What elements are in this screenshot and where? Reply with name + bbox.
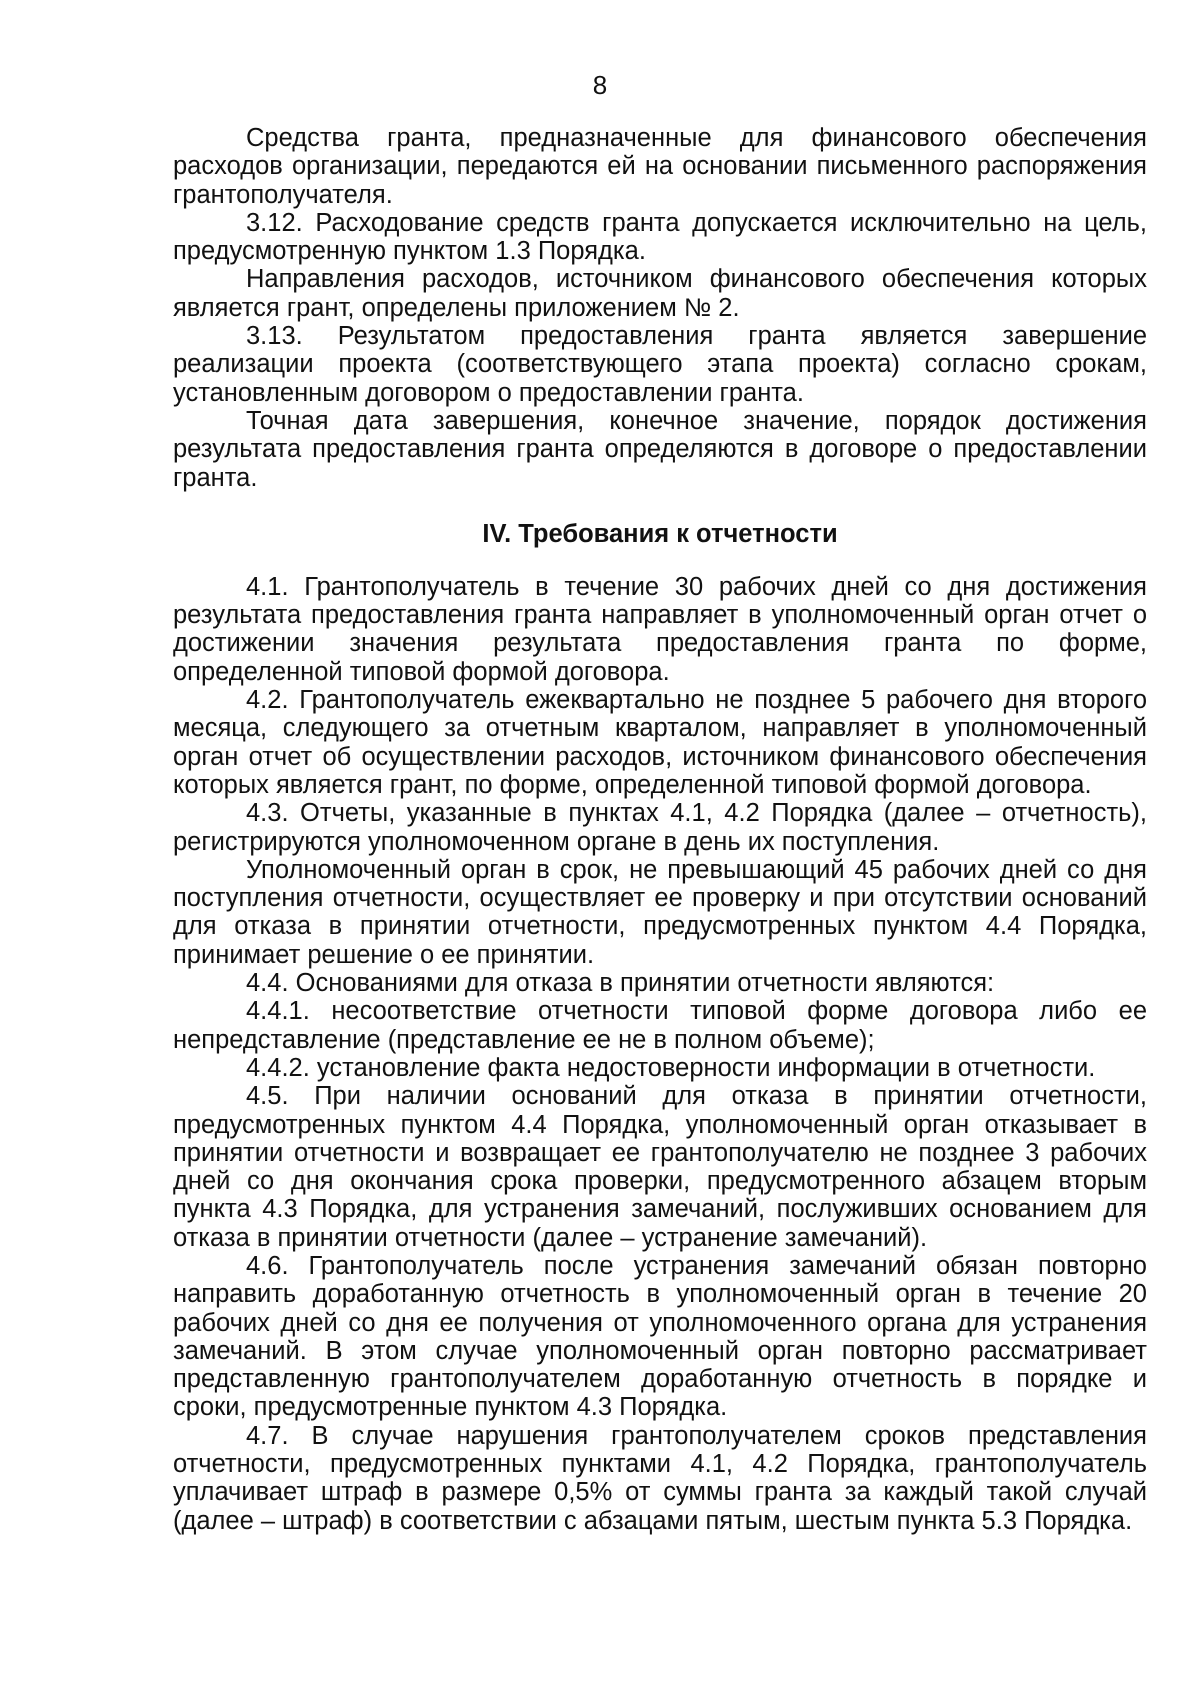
- page-number: 8: [592, 70, 608, 100]
- paragraph-4-7: 4.7. В случае нарушения грантополучателем сроков представления отчетности, предусмотренных пунктами 4.1, 4.2 Порядка, грантополучатель уплачивает штраф в размере 0,5% от суммы гранта за каждый такой случай (далее – штраф) в соответствии с абзацами пятым, шестым пункта 5.3 Порядка.: [173, 1421, 1147, 1535]
- paragraph-4-1: 4.1. Грантополучатель в течение 30 рабочих дней со дня достижения результата предоставления гранта направляет в уполномоченный орган отчет о достижении значения результата предоставления гранта по форме, определенной типовой формой договора.: [173, 572, 1147, 686]
- paragraph-4-3: 4.3. Отчеты, указанные в пунктах 4.1, 4.2 Порядка (далее – отчетность), регистрируются уполномоченном органе в день их поступления.: [173, 799, 1147, 856]
- paragraph-review-period: Уполномоченный орган в срок, не превышающий 45 рабочих дней со дня поступления отчетности, осуществляет ее проверку и при отсутствии оснований для отказа в принятии отчетности, предусмотренных пунктом 4.4 Порядка, принимает решение о ее принятии.: [173, 855, 1147, 969]
- paragraph-4-5: 4.5. При наличии оснований для отказа в принятии отчетности, предусмотренных пунктом 4.4 Порядка, уполномоченный орган отказывает в принятии отчетности и возвращает ее грантополучателю не позднее 3 рабочих дней со дня окончания срока проверки, предусмотренного абзацем вторым пункта 4.3 Порядка, для устранения замечаний, послуживших основанием для отказа в принятии отчетности (далее – устранение замечаний).: [173, 1082, 1147, 1252]
- paragraph-grant-funds: Средства гранта, предназначенные для финансового обеспечения расходов организации, передаются ей на основании письменного распоряжения грантополучателя.: [173, 124, 1147, 209]
- paragraph-expense-directions: Направления расходов, источником финансового обеспечения которых является грант, определены приложением № 2.: [173, 265, 1147, 322]
- paragraph-4-4: 4.4. Основаниями для отказа в принятии отчетности являются:: [246, 969, 995, 998]
- paragraph-4-2: 4.2. Грантополучатель ежеквартально не позднее 5 рабочего дня второго месяца, следующего за отчетным кварталом, направляет в уполномоченный орган отчет об осуществлении расходов, источником финансового обеспечения которых является грант, по форме, определенной типовой формой договора.: [173, 686, 1147, 799]
- paragraph-4-4-2: 4.4.2. установление факта недостоверности информации в отчетности.: [246, 1053, 1096, 1082]
- paragraph-4-6: 4.6. Грантополучатель после устранения замечаний обязан повторно направить доработанную отчетность в уполномоченный орган в течение 20 рабочих дней со дня ее получения от уполномоченного органа для устранения замечаний. В этом случае уполномоченный орган повторно рассматривает представленную грантополучателем доработанную отчетность в порядке и сроки, предусмотренные пунктом 4.3 Порядка.: [173, 1251, 1147, 1422]
- paragraph-completion-date: Точная дата завершения, конечное значение, порядок достижения результата предоставления гранта определяются в договоре о предоставлении гранта.: [173, 406, 1147, 492]
- paragraph-3-13: 3.13. Результатом предоставления гранта является завершение реализации проекта (соответствующего этапа проекта) согласно срокам, установленным договором о предоставлении гранта.: [173, 322, 1147, 407]
- document-body: [173, 124, 1147, 1535]
- paragraph-4-4-1: 4.4.1. несоответствие отчетности типовой форме договора либо ее непредставление (представление ее не в полном объеме);: [173, 997, 1147, 1054]
- section-heading: IV. Требования к отчетности: [482, 519, 838, 548]
- paragraph-3-12: 3.12. Расходование средств гранта допускается исключительно на цель, предусмотренную пунктом 1.3 Порядка.: [173, 208, 1147, 266]
